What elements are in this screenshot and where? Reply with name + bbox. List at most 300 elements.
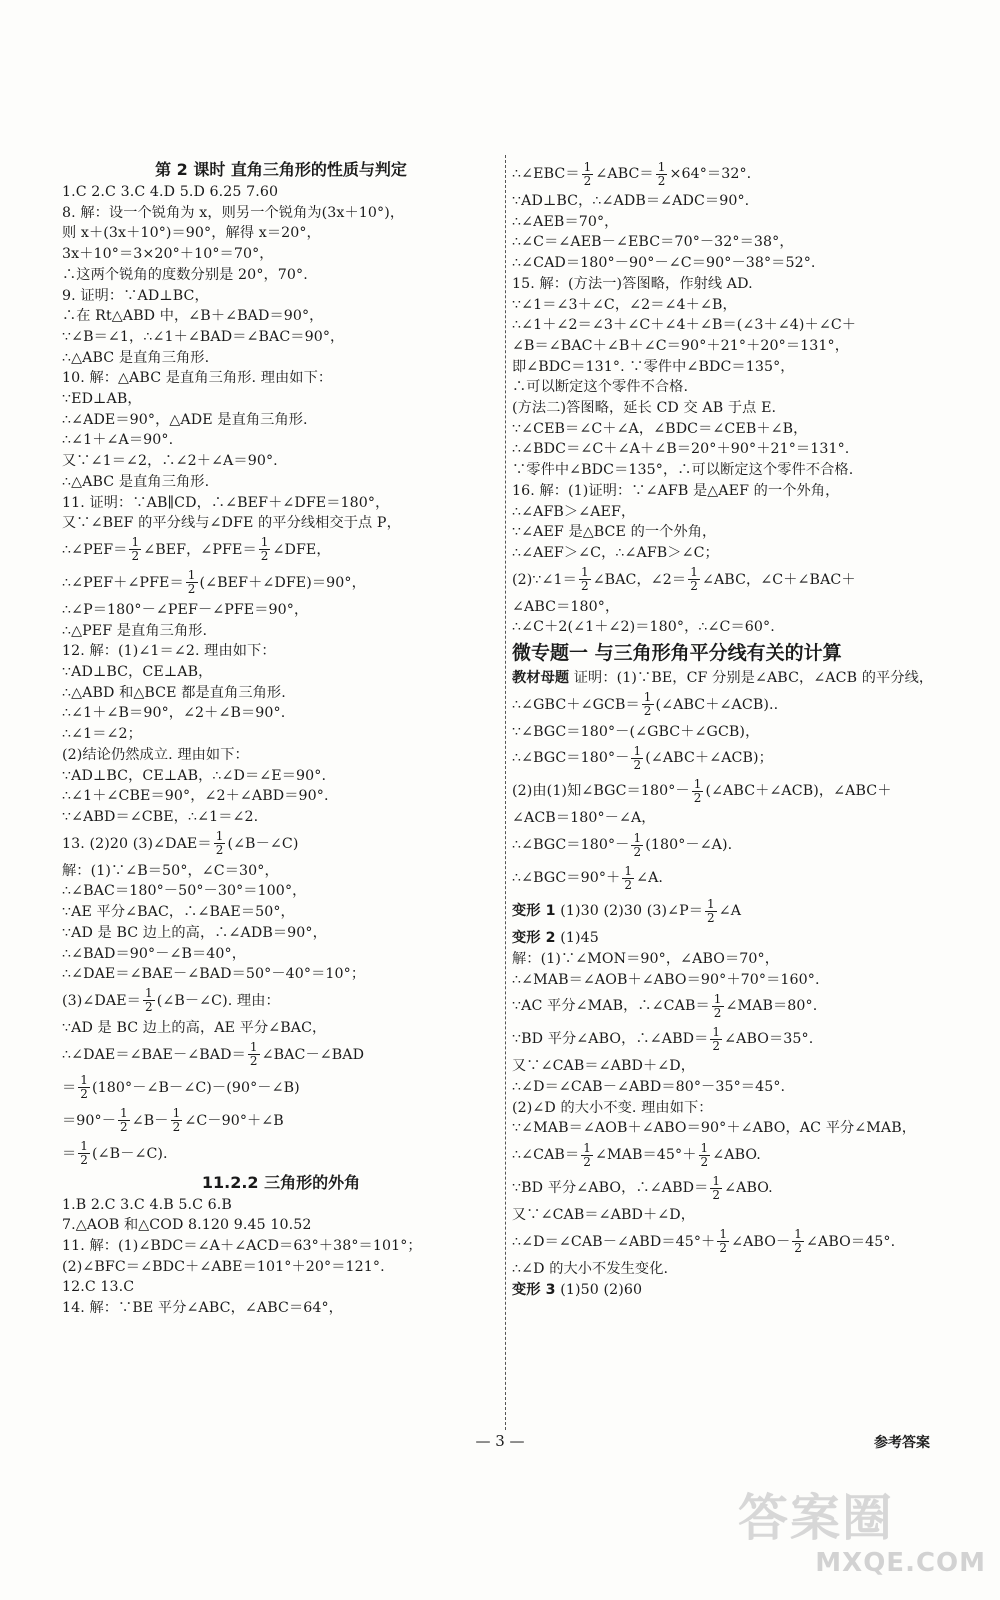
answer-text: ∠B－ — [131, 1112, 169, 1129]
fraction-denominator: 2 — [80, 1153, 89, 1168]
answer-text: ×64°＝32°. — [669, 166, 752, 182]
answer-text: ∴∠BAD＝90°－∠B＝40°， — [62, 945, 247, 962]
answer-text: ∴在 Rt△ABD 中，∠B＋∠BAD＝90°， — [62, 308, 324, 325]
answer-label: 变形 2 — [512, 930, 556, 947]
answer-line — [512, 1118, 952, 1139]
answer-line — [62, 203, 500, 224]
answer-text: (2)∠D 的大小不变. 理由如下： — [512, 1099, 713, 1116]
answer-line — [62, 881, 500, 902]
watermark-logo: 答案圈 — [738, 1489, 894, 1547]
answer-text: ∴∠CAD＝180°－90°－∠C＝90°－38°＝52°. — [512, 255, 816, 272]
answer-line — [62, 985, 500, 1018]
answer-text: ∠BAC－∠BAD — [261, 1046, 365, 1063]
answer-text: 又∵∠CAB＝∠ABD＋∠D， — [512, 1207, 696, 1224]
answer-line — [512, 564, 952, 597]
fraction — [214, 830, 226, 857]
fraction-denominator: 2 — [713, 1005, 722, 1020]
answer-line — [512, 481, 952, 502]
answer-line — [62, 1138, 500, 1171]
fraction-denominator: 2 — [690, 579, 698, 594]
answer-text: ∴△ABC 是直角三角形. — [62, 349, 210, 366]
answer-line — [62, 244, 500, 265]
answer-line — [62, 567, 500, 600]
answer-text: 又∵∠1＝∠2，∴∠2＋∠A＝90°. — [62, 453, 278, 470]
answer-line — [512, 1172, 952, 1205]
answer-text: ∠ABO. — [712, 1147, 761, 1164]
answer-line — [62, 223, 500, 244]
answer-text: ∴△ABC 是直角三角形. — [62, 473, 210, 490]
answer-text: ∵ED⊥AB， — [62, 391, 142, 408]
fraction-numerator: 1 — [700, 1140, 709, 1155]
fraction — [622, 865, 634, 892]
answer-text: (2)由(1)知∠BGC＝180°－ — [512, 783, 690, 800]
answer-text: ∠BAC，∠2＝ — [592, 571, 687, 588]
answer-text: ∴∠P＝180°－∠PEF－∠PFE＝90°， — [62, 601, 309, 618]
answer-line — [512, 1259, 952, 1280]
fraction-numerator: 1 — [80, 1139, 89, 1154]
answer-text: ＝90°－ — [62, 1112, 117, 1129]
answer-line — [512, 1226, 952, 1259]
fraction — [129, 536, 141, 563]
answer-text: ∴∠1＋∠B＝90°，∠2＋∠B＝90°. — [62, 705, 286, 722]
answer-text: ∵AD⊥BC，∴∠ADB＝∠ADC＝90°. — [512, 193, 750, 209]
answer-line — [62, 348, 500, 369]
answer-line — [512, 722, 952, 743]
fraction-numerator: 1 — [260, 535, 269, 550]
answer-line — [512, 357, 952, 378]
fraction-denominator: 2 — [707, 910, 715, 925]
section-title: 11.2.2 三角形的外角 — [201, 1172, 361, 1192]
section-tag: 参考答案 — [874, 1435, 930, 1451]
answer-text: ∴∠BAC＝180°－50°－30°＝100°， — [62, 883, 307, 900]
answer-line — [512, 689, 952, 722]
answer-line — [62, 902, 500, 923]
answer-text: ∵∠MAB＝∠AOB＋∠ABO＝90°＋∠ABO，AC 平分∠MAB， — [512, 1120, 917, 1137]
answer-line — [62, 534, 500, 567]
answer-text: ∴这两个锐角的度数分别是 20°，70°. — [62, 266, 308, 283]
fraction-numerator: 1 — [187, 568, 196, 583]
answer-text: ＝ — [62, 1145, 77, 1162]
fraction-numerator: 1 — [713, 991, 722, 1006]
answer-text: (∠B－∠C) — [227, 835, 299, 852]
answer-line — [512, 1098, 952, 1119]
fraction-numerator: 1 — [120, 1106, 128, 1121]
fraction-numerator: 1 — [794, 1227, 802, 1242]
page-number: — 3 — — [475, 1432, 525, 1450]
answer-text: ∠MAB＝45°＋ — [594, 1147, 697, 1164]
answer-text: ∵BD 平分∠ABO，∴∠ABD＝ — [512, 1180, 709, 1197]
answer-text: ∴∠EBC＝ — [512, 166, 580, 182]
answer-text: ∴△PEF 是直角三角形. — [62, 622, 208, 639]
fraction — [582, 161, 594, 188]
answer-text: 11. 证明：∵AB∥CD，∴∠BEF＋∠DFE＝180°， — [62, 494, 390, 511]
answer-line — [512, 439, 952, 460]
fraction-denominator: 2 — [580, 579, 589, 594]
answer-line — [62, 766, 500, 787]
fraction-numerator: 1 — [249, 1040, 258, 1055]
fraction — [579, 566, 591, 593]
fraction — [143, 987, 155, 1014]
answer-text: (∠ABC＋∠ACB).. — [655, 696, 779, 713]
answer-line — [512, 928, 952, 949]
answer-line — [512, 1205, 952, 1226]
answer-text: 3x＋10°＝3×20°＋10°＝70°， — [62, 246, 274, 263]
answer-line — [62, 703, 500, 724]
answer-text: ∴可以断定这个零件不合格. — [512, 379, 689, 396]
answer-line — [62, 493, 500, 514]
answer-text: 11. 解：(1)∠BDC＝∠A＋∠ACD＝63°＋38°＝101°； — [62, 1238, 422, 1255]
column-divider — [505, 155, 506, 1430]
answer-text: (∠BEF＋∠DFE)＝90°， — [199, 574, 366, 591]
answer-text: ∵∠1＝∠3＋∠C，∠2＝∠4＋∠B， — [512, 296, 737, 313]
answer-line — [62, 1236, 500, 1257]
answer-text: (∠ABC＋∠ACB)，∠ABC＋ — [705, 783, 892, 800]
fraction-denominator: 2 — [249, 1054, 258, 1069]
answer-text: ∵零件中∠BDC＝135°，∴可以断定这个零件不合格. — [512, 462, 854, 479]
answer-text: 8. 解：设一个锐角为 x，则另一个锐角为(3x＋10°)， — [62, 204, 405, 221]
answer-line — [62, 410, 500, 431]
answer-line — [512, 668, 952, 689]
answer-text: 证明：(1)∵BE，CF 分别是∠ABC，∠ACB 的平分线， — [569, 670, 934, 687]
answer-text: 即∠BDC＝131°. ∵零件中∠BDC＝135°， — [512, 358, 795, 375]
answer-text: ∠MAB＝80°. — [725, 998, 818, 1015]
fraction-numerator: 1 — [583, 1140, 591, 1155]
fraction — [710, 1026, 722, 1053]
answer-text: (∠B－∠C). 理由： — [156, 992, 280, 1009]
answer-line — [512, 1023, 952, 1056]
answer-line — [62, 368, 500, 389]
answer-text: ∴∠BDC＝∠C＋∠A＋∠B＝20°＋90°＋21°＝131°. — [512, 441, 850, 458]
watermark-url: MXQE.COM — [815, 1548, 986, 1578]
fraction — [581, 1142, 593, 1169]
answer-text: 12.C 13.C — [62, 1279, 135, 1296]
answer-line — [62, 807, 500, 828]
fraction-denominator: 2 — [700, 1154, 709, 1169]
answer-line — [512, 543, 952, 564]
answer-line — [62, 786, 500, 807]
answer-text: ∠ABO. — [724, 1180, 773, 1197]
answer-text: 1.B 2.C 3.C 4.B 5.C 6.B — [62, 1196, 232, 1213]
answer-text: ∠ABO－ — [731, 1233, 791, 1250]
answer-line — [62, 1105, 500, 1138]
answer-label: 变形 1 — [512, 903, 556, 920]
answer-text: ∴∠1＝∠2； — [62, 726, 142, 743]
right-column — [512, 158, 952, 1300]
answer-text: ∵BD 平分∠ABO，∴∠ABD＝ — [512, 1031, 709, 1048]
answer-text: (180°－∠B－∠C)－(90°－∠B) — [92, 1079, 300, 1096]
answer-text: ∴∠PEF＋∠PFE＝ — [62, 574, 184, 591]
answer-line — [512, 775, 952, 808]
answer-text: ∴∠PEF＝ — [62, 541, 128, 558]
answer-line — [62, 861, 500, 882]
answer-line — [512, 502, 952, 523]
answer-line — [62, 1072, 500, 1105]
answer-line — [62, 451, 500, 472]
fraction-numerator: 1 — [633, 743, 642, 758]
fraction-denominator: 2 — [583, 1154, 591, 1169]
answer-line — [512, 742, 952, 775]
fraction — [717, 1228, 729, 1255]
answer-text: ∠ABC＝ — [595, 166, 654, 182]
answer-text: ＝ — [62, 1079, 77, 1096]
answer-line — [512, 970, 952, 991]
fraction-numerator: 1 — [719, 1227, 728, 1242]
answer-line — [512, 158, 952, 191]
answer-text: ∠C－90°＋∠B — [184, 1112, 284, 1129]
answer-text: ∠ABC＝180°， — [512, 598, 620, 615]
fraction-numerator: 1 — [131, 535, 140, 550]
answer-line — [62, 621, 500, 642]
answer-line — [62, 1195, 500, 1216]
fraction — [692, 778, 704, 805]
fraction-numerator: 1 — [643, 690, 652, 705]
answer-label: 变形 3 — [512, 1281, 556, 1298]
answer-text: 解：(1)∵∠B＝50°，∠C＝30°， — [62, 862, 279, 879]
fraction — [631, 832, 643, 859]
answer-text: (2)∠BFC＝∠BDC＋∠ABE＝101°＋20°＝121°. — [62, 1258, 385, 1275]
answer-text: ∴∠ADE＝90°，△ADE 是直角三角形. — [62, 411, 308, 428]
answer-text: 则 x＋(3x＋10°)＝90°，解得 x＝20°， — [62, 225, 321, 242]
fraction-denominator: 2 — [215, 843, 224, 858]
answer-line — [62, 828, 500, 861]
answer-text: ∴∠C＋2(∠1＋∠2)＝180°，∴∠C＝60°. — [512, 619, 775, 636]
answer-line — [512, 232, 952, 253]
answer-line — [62, 265, 500, 286]
answer-label: 教材母题 — [512, 670, 570, 687]
answer-line — [62, 944, 500, 965]
answer-text: ∠A. — [636, 870, 664, 887]
answer-text: ∴∠AFB＞∠AEF， — [512, 503, 636, 520]
answer-text: 7.△AOB 和△COD 8.120 9.45 10.52 — [62, 1217, 312, 1234]
fraction — [78, 1074, 90, 1101]
answer-line — [512, 253, 952, 274]
answer-text: 14. 解：∵BE 平分∠ABC，∠ABC＝64°， — [62, 1300, 343, 1317]
answer-text: ∴∠AEF＞∠C，∴∠AFB＞∠C； — [512, 544, 719, 561]
answer-line — [512, 990, 952, 1023]
fraction — [118, 1107, 130, 1134]
answer-line — [512, 398, 952, 419]
answer-line — [62, 182, 500, 203]
answer-text: ∴∠1＋∠2＝∠3＋∠C＋∠4＋∠B＝(∠3＋∠4)＋∠C＋ — [512, 317, 857, 334]
answer-line — [62, 1039, 500, 1072]
answer-text: ∴∠1＋∠A＝90°. — [62, 432, 174, 449]
fraction-numerator: 1 — [215, 829, 224, 844]
section-title: 微专题一 与三角形角平分线有关的计算 — [512, 642, 842, 665]
fraction-denominator: 2 — [693, 790, 702, 805]
answer-line — [62, 306, 500, 327]
answer-line — [512, 1077, 952, 1098]
fraction — [656, 161, 668, 188]
fraction-numerator: 1 — [712, 1024, 721, 1039]
answer-line — [512, 419, 952, 440]
answer-text: (方法二)答图略，延长 CD 交 AB 于点 E. — [512, 400, 777, 417]
answer-text: ∴∠BGC＝180°－ — [512, 750, 630, 767]
fraction — [78, 1140, 90, 1167]
fraction-denominator: 2 — [144, 1000, 153, 1015]
answer-text: (2)结论仍然成立. 理由如下： — [62, 746, 249, 763]
fraction — [710, 1175, 722, 1202]
answer-text: ∴∠D 的大小不发生变化. — [512, 1260, 669, 1277]
answer-text: ∵AD⊥BC，CE⊥AB， — [62, 664, 213, 681]
fraction — [688, 566, 700, 593]
answer-text: (∠ABC＋∠ACB)； — [645, 750, 773, 767]
answer-text: ∠DFE， — [272, 541, 331, 558]
answer-text: ∴∠1＋∠CBE＝90°，∠2＋∠ABD＝90°. — [62, 788, 329, 805]
answer-text: ∠ABC，∠C＋∠BAC＋ — [701, 571, 856, 588]
answer-text: 又∵∠BEF 的平分线与∠DFE 的平分线相交于点 P， — [62, 515, 401, 532]
answer-text: ∴∠DAE＝∠BAE－∠BAD＝50°－40°＝10°； — [62, 966, 366, 983]
answer-text: (3)∠DAE＝ — [62, 992, 141, 1009]
answer-line — [62, 662, 500, 683]
answer-line — [62, 745, 500, 766]
answer-line — [512, 829, 952, 862]
answer-line — [62, 286, 500, 307]
answer-line — [512, 336, 952, 357]
answer-line — [512, 377, 952, 398]
fraction-denominator: 2 — [643, 704, 652, 719]
answer-text: 又∵∠CAB＝∠ABD＋∠D， — [512, 1058, 696, 1075]
fraction-denominator: 2 — [172, 1120, 181, 1135]
answer-line — [512, 1280, 952, 1301]
answer-line — [62, 1215, 500, 1236]
fraction-numerator: 1 — [624, 863, 633, 878]
fraction — [705, 898, 717, 925]
answer-line — [62, 1298, 500, 1319]
fraction-numerator: 1 — [172, 1106, 181, 1121]
answer-line — [512, 617, 952, 638]
fraction-numerator: 1 — [690, 565, 698, 580]
answer-line — [62, 1018, 500, 1039]
answer-text: ∵AE 平分∠BAC，∴∠BAE＝50°， — [62, 904, 295, 921]
answer-text: ∠BEF，∠PFE＝ — [143, 541, 257, 558]
fraction-numerator: 1 — [80, 1073, 89, 1088]
answer-text: ∴∠BGC＝180°－ — [512, 837, 630, 854]
answer-line — [62, 389, 500, 410]
fraction-numerator: 1 — [633, 830, 642, 845]
answer-line — [62, 923, 500, 944]
answer-line — [512, 274, 952, 295]
left-column — [62, 158, 500, 1319]
answer-text: (∠B－∠C). — [92, 1145, 168, 1162]
answer-text: ∴∠MAB＝∠AOB＋∠ABO＝90°＋70°＝160°. — [512, 971, 820, 988]
answer-text: ∴∠D＝∠CAB－∠ABD＝45°＋ — [512, 1233, 716, 1250]
fraction — [712, 993, 724, 1020]
fraction-numerator: 1 — [580, 565, 589, 580]
answer-text: ∠ACB＝180°－∠A， — [512, 810, 656, 827]
answer-text: 1.C 2.C 3.C 4.D 5.D 6.25 7.60 — [62, 184, 279, 200]
answer-line — [512, 295, 952, 316]
answer-line — [512, 522, 952, 543]
answer-text: (1)30 (2)30 (3)∠P＝ — [555, 903, 704, 920]
answer-text: 16. 解：(1)证明：∵∠AFB 是△AEF 的一个外角， — [512, 482, 840, 499]
answer-text: (2)∵∠1＝ — [512, 571, 577, 588]
fraction-denominator: 2 — [80, 1087, 89, 1102]
fraction-denominator: 2 — [712, 1187, 721, 1202]
answer-line — [512, 212, 952, 233]
answer-line — [512, 460, 952, 481]
answer-text: ∵AD 是 BC 边上的高，∴∠ADB＝90°， — [62, 924, 327, 941]
fraction-numerator: 1 — [707, 896, 715, 911]
answer-text: (1)50 (2)60 — [555, 1281, 643, 1298]
fraction-denominator: 2 — [719, 1241, 728, 1256]
answer-line — [62, 1277, 500, 1298]
answer-text: ∴∠GBC＋∠GCB＝ — [512, 696, 640, 713]
answer-line — [512, 1139, 952, 1172]
answer-line — [62, 472, 500, 493]
answer-text: ∴∠D＝∠CAB－∠ABD＝80°－35°＝45°. — [512, 1078, 786, 1095]
answer-text: 9. 证明：∵AD⊥BC， — [62, 287, 209, 304]
fraction-numerator: 1 — [657, 159, 666, 174]
answer-line — [62, 430, 500, 451]
answer-line — [512, 597, 952, 618]
fraction — [792, 1228, 804, 1255]
fraction — [186, 569, 198, 596]
fraction-denominator: 2 — [120, 1120, 128, 1135]
answer-line — [512, 862, 952, 895]
answer-text: ∵AD 是 BC 边上的高，AE 平分∠BAC， — [62, 1019, 327, 1036]
answer-text: ∵∠ABD＝∠CBE，∴∠1＝∠2. — [62, 808, 259, 825]
answer-text: ∠A — [718, 903, 742, 920]
answer-line — [62, 600, 500, 621]
answer-text: ∵∠BGC＝180°－(∠GBC＋∠GCB)， — [512, 723, 760, 740]
fraction — [699, 1142, 711, 1169]
answer-text: ∵AD⊥BC，CE⊥AB，∴∠D＝∠E＝90°. — [62, 767, 327, 784]
answer-text: ∴∠AEB＝70°， — [512, 213, 619, 230]
answer-text: ∴△ABD 和△BCE 都是直角三角形. — [62, 684, 286, 701]
fraction — [259, 536, 271, 563]
answer-text: ∵AC 平分∠MAB，∴∠CAB＝ — [512, 998, 710, 1015]
answer-line — [512, 808, 952, 829]
answer-line — [512, 315, 952, 336]
answer-text: ∵∠AEF 是△BCE 的一个外角， — [512, 524, 717, 541]
fraction-denominator: 2 — [794, 1241, 802, 1256]
fraction-denominator: 2 — [633, 844, 642, 859]
fraction-denominator: 2 — [260, 549, 269, 564]
fraction-numerator: 1 — [583, 159, 592, 174]
answer-line — [62, 964, 500, 985]
answer-line — [62, 683, 500, 704]
fraction-numerator: 1 — [693, 776, 702, 791]
fraction — [631, 745, 643, 772]
fraction-denominator: 2 — [131, 549, 140, 564]
fraction-numerator: 1 — [144, 986, 153, 1001]
fraction-denominator: 2 — [583, 173, 592, 188]
answer-line — [62, 327, 500, 348]
answer-text: 12. 解：(1)∠1＝∠2. 理由如下： — [62, 643, 276, 660]
answer-text: (180°－∠A). — [645, 837, 733, 854]
answer-text: (1)45 — [555, 930, 599, 947]
answer-line — [512, 949, 952, 970]
answer-text: ∴∠DAE＝∠BAE－∠BAD＝ — [62, 1046, 246, 1063]
answer-text: ∴∠CAB＝ — [512, 1147, 580, 1164]
answer-line — [62, 1257, 500, 1278]
fraction — [642, 691, 654, 718]
fraction — [248, 1041, 260, 1068]
answer-line — [62, 724, 500, 745]
answer-text: ∵∠CEB＝∠C＋∠A，∠BDC＝∠CEB＋∠B， — [512, 420, 808, 437]
fraction — [171, 1107, 183, 1134]
answer-text: 10. 解：△ABC 是直角三角形. 理由如下： — [62, 370, 333, 387]
answer-line — [512, 895, 952, 928]
fraction-denominator: 2 — [657, 173, 666, 188]
answer-line — [62, 641, 500, 662]
answer-text: ∴∠C＝∠AEB－∠EBC＝70°－32°＝38°， — [512, 234, 794, 251]
answer-text: 解：(1)∵∠MON＝90°，∠ABO＝70°， — [512, 950, 780, 967]
fraction-numerator: 1 — [712, 1173, 721, 1188]
fraction-denominator: 2 — [187, 582, 196, 597]
answer-text: 15. 解：(方法一)答图略，作射线 AD. — [512, 275, 753, 292]
fraction-denominator: 2 — [712, 1038, 721, 1053]
